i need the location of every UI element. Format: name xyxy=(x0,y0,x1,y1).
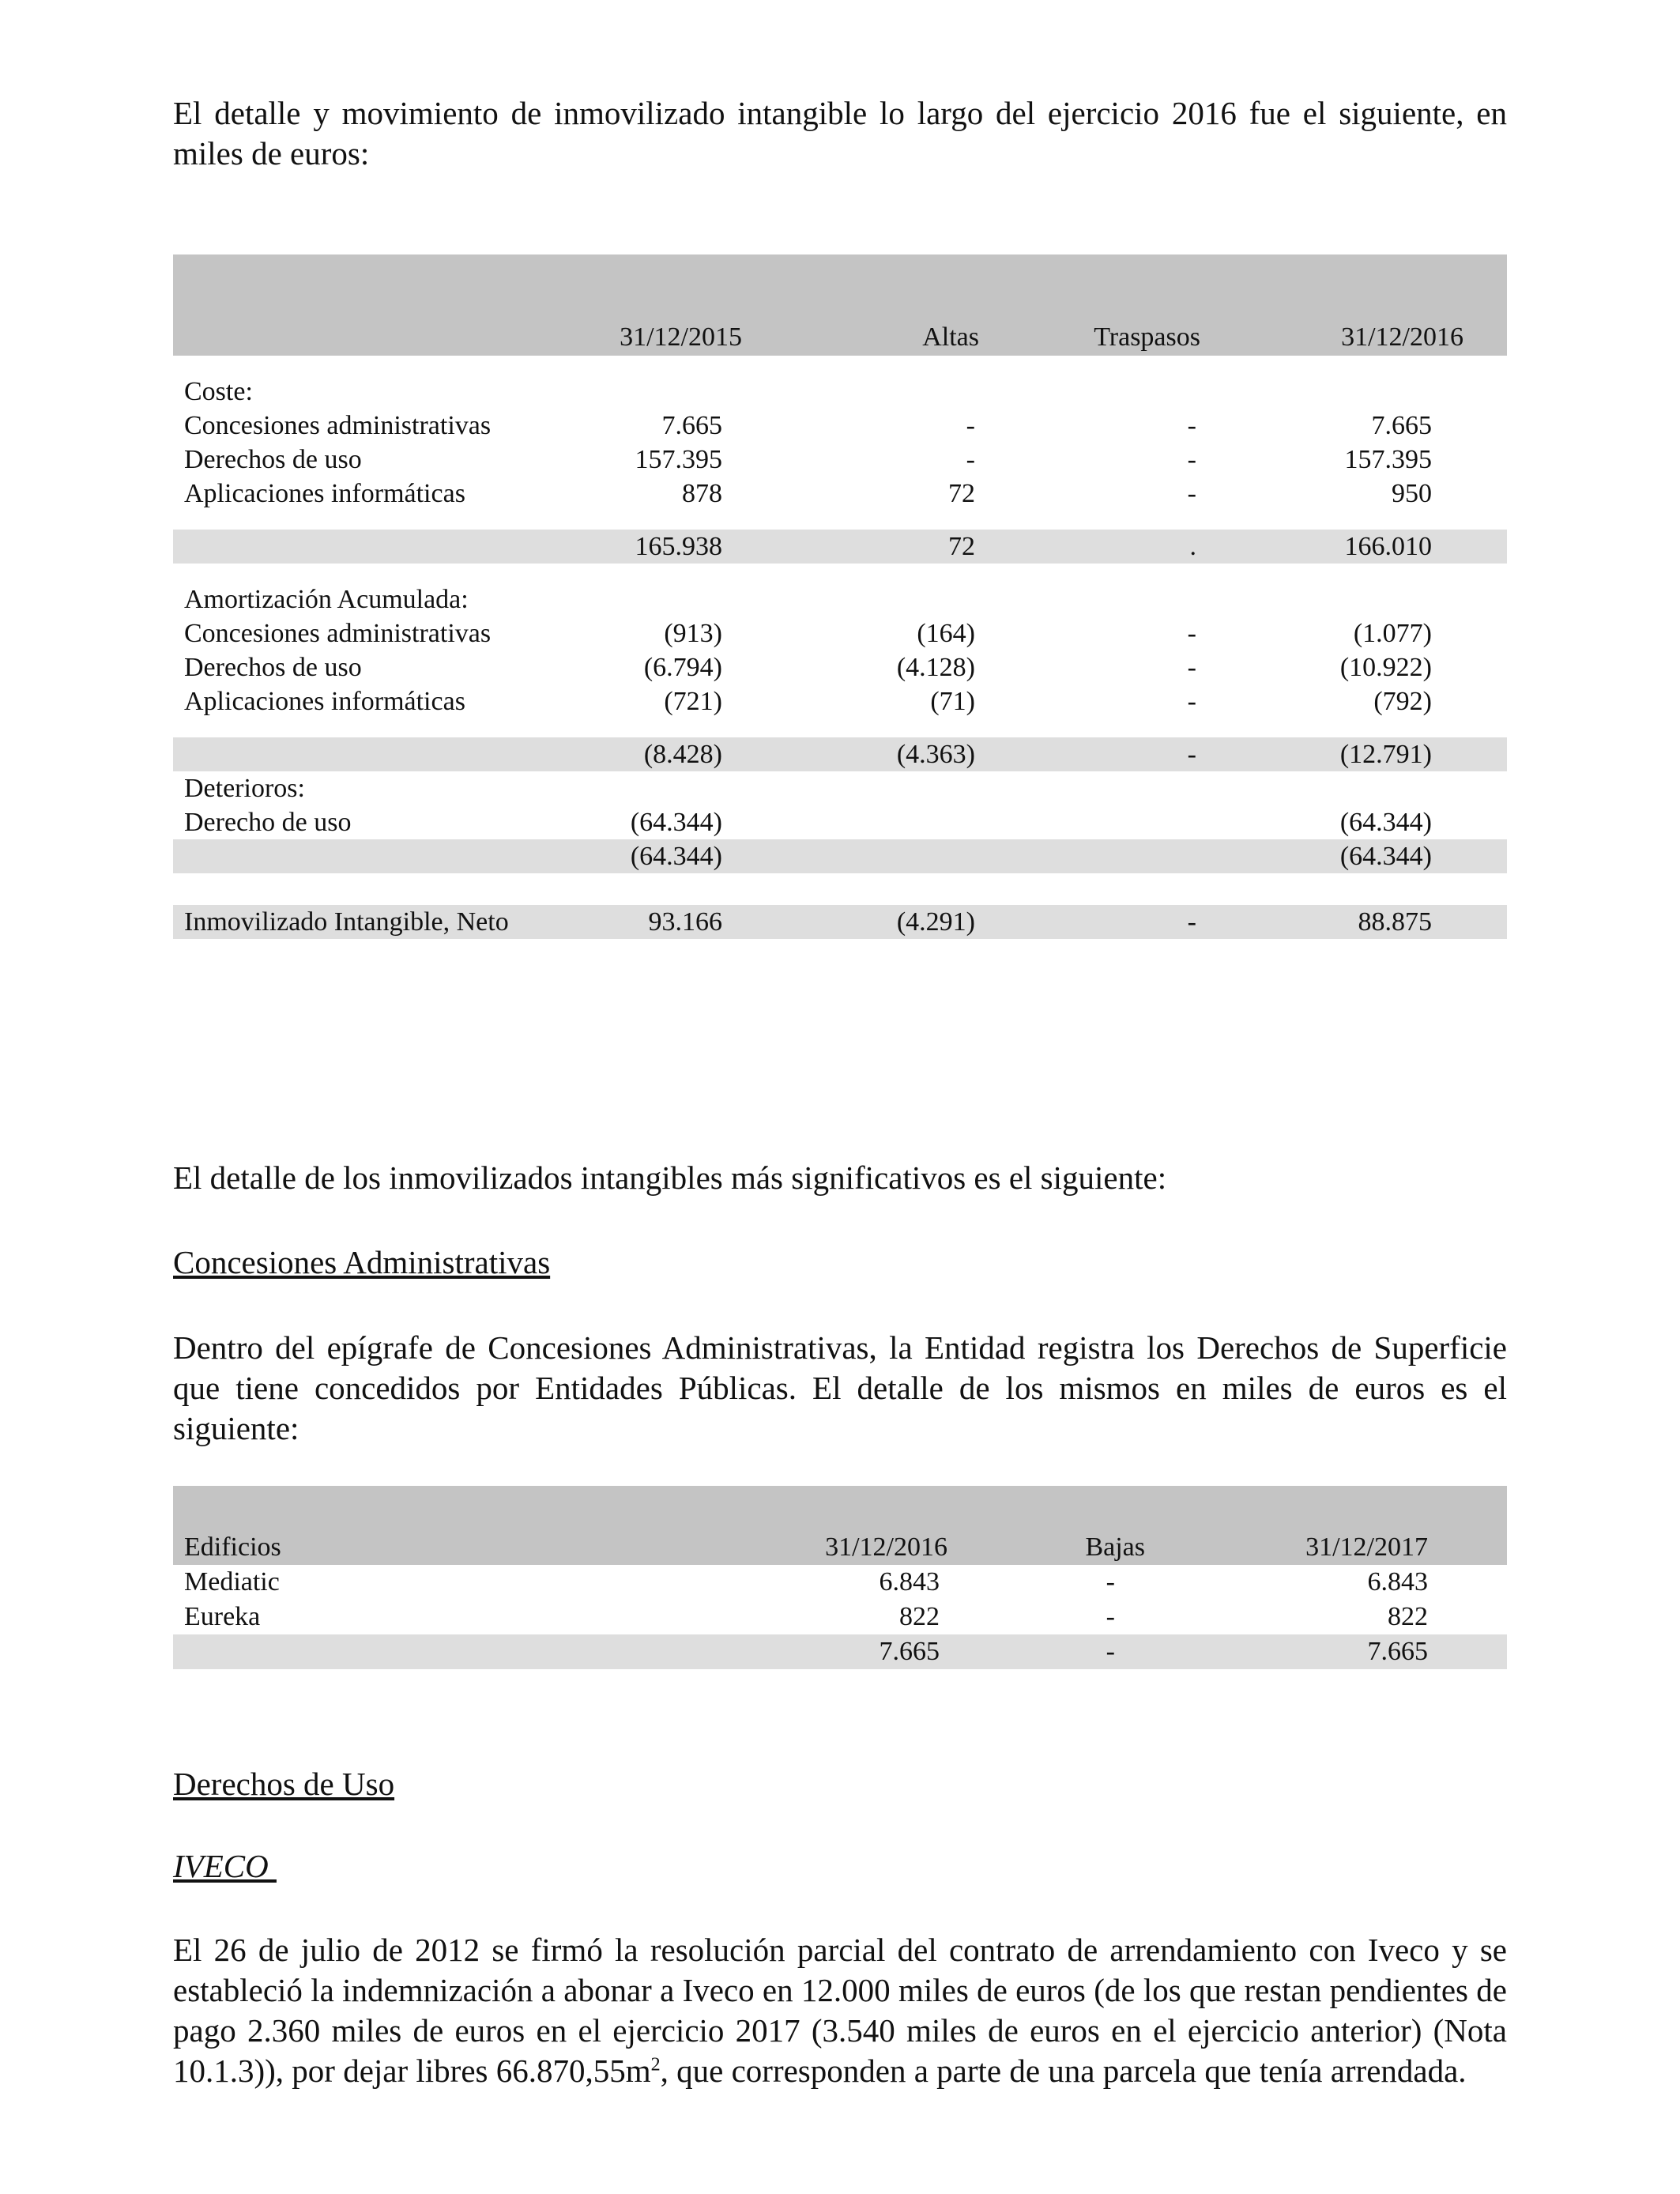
cell: 822 xyxy=(1388,1602,1428,1631)
cell: (721) xyxy=(664,687,722,716)
iveco-paragraph xyxy=(173,1930,1507,2091)
cell xyxy=(1011,805,1236,839)
intangible-movement-table xyxy=(173,254,1507,939)
header-cell: 31/12/2016 xyxy=(1236,254,1507,356)
cell: - xyxy=(1011,737,1236,771)
header-cell: 31/12/2015 xyxy=(548,254,789,356)
table-row xyxy=(173,650,1507,684)
row-label: Aplicaciones informáticas xyxy=(184,687,465,716)
iveco-text-part2: , que corresponden a parte de una parcela que tenía arrendada. xyxy=(660,2053,1467,2089)
cell: 7.665 xyxy=(1256,1634,1507,1669)
heading-derechos: Derechos de Uso xyxy=(173,1766,395,1802)
net-total-row xyxy=(173,905,1507,939)
table-header-row xyxy=(173,1486,1507,1565)
cell: 878 xyxy=(682,479,722,508)
cell: 88.875 xyxy=(1236,905,1507,939)
cell: (4.291) xyxy=(789,905,1011,939)
cell xyxy=(173,530,548,564)
header-cell: Edificios xyxy=(173,1486,584,1565)
cell: (4.128) xyxy=(896,653,975,682)
row-label: Derechos de uso xyxy=(184,445,362,474)
iveco-text-part1: El 26 de julio de 2012 se firmó la resolución parcial del contrato de arrendamiento con Iveco y se estableció la indemnización a abonar a Iveco en 12.000 miles de euros (de los que restan pendientes de pago 2.360 miles de euros en el ejercicio 2017 (3.540 miles de euros en el ejercicio anterior) (Nota 10.1.3)), por dejar libres 66.870,55m xyxy=(173,1932,1507,2089)
cell: (64.344) xyxy=(1236,839,1507,873)
cell xyxy=(173,839,548,873)
cell xyxy=(173,737,548,771)
cell: 7.665 xyxy=(1371,411,1432,440)
section-label-row xyxy=(173,582,1507,616)
cell: - xyxy=(1019,1634,1256,1669)
cell: - xyxy=(1187,479,1196,508)
cell: 822 xyxy=(899,1602,940,1631)
cell xyxy=(1011,839,1236,873)
table-row xyxy=(173,1565,1507,1600)
row-label: Mediatic xyxy=(184,1567,280,1596)
cell: - xyxy=(966,445,975,474)
heading-iveco: IVECO xyxy=(173,1848,277,1884)
subtotal-row xyxy=(173,737,1507,771)
cell xyxy=(173,1634,584,1669)
header-cell xyxy=(173,254,548,356)
cell: - xyxy=(1187,653,1196,682)
cell: (913) xyxy=(664,619,722,648)
cell: 72 xyxy=(789,530,1011,564)
cell: (10.922) xyxy=(1339,653,1432,682)
concesiones-detail-table xyxy=(173,1486,1507,1669)
cell: - xyxy=(966,411,975,440)
row-label: Inmovilizado Intangible, Neto xyxy=(173,905,548,939)
row-label: Derecho de uso xyxy=(184,808,352,837)
cell: (64.344) xyxy=(630,808,722,837)
cell: - xyxy=(1187,445,1196,474)
cell: 6.843 xyxy=(879,1567,940,1596)
cell: 157.395 xyxy=(1344,445,1432,474)
cell: 166.010 xyxy=(1236,530,1507,564)
cell: 165.938 xyxy=(548,530,789,564)
cell: 6.843 xyxy=(1367,1567,1428,1596)
table-row xyxy=(173,1600,1507,1634)
concesiones-paragraph: Dentro del epígrafe de Concesiones Administrativas, la Entidad registra los Derechos de Superficie que tiene concedidos por Entidades Públicas. El detalle de los mismos en miles de euros es el siguiente: xyxy=(173,1329,1507,1446)
heading-concesiones: Concesiones Administrativas xyxy=(173,1244,551,1280)
row-label: Concesiones administrativas xyxy=(184,619,492,648)
cell: . xyxy=(1011,530,1236,564)
header-cell: Altas xyxy=(789,254,1011,356)
row-label: Derechos de uso xyxy=(184,653,362,682)
cell: - xyxy=(1187,687,1196,716)
header-cell: Bajas xyxy=(1019,1486,1256,1565)
header-cell: Traspasos xyxy=(1011,254,1236,356)
row-label: Concesiones administrativas xyxy=(184,411,492,440)
cell: (1.077) xyxy=(1353,619,1432,648)
cell: - xyxy=(1187,411,1196,440)
cell xyxy=(789,805,1011,839)
cell: 93.166 xyxy=(548,905,789,939)
cell: (792) xyxy=(1373,687,1432,716)
cell: (71) xyxy=(930,687,975,716)
cell: (6.794) xyxy=(643,653,722,682)
header-cell: 31/12/2017 xyxy=(1256,1486,1507,1565)
cell: 7.665 xyxy=(584,1634,1019,1669)
iveco-superscript: 2 xyxy=(650,2054,661,2075)
subtotal-row xyxy=(173,530,1507,564)
cell: (64.344) xyxy=(548,839,789,873)
cell: 7.665 xyxy=(661,411,722,440)
table-row xyxy=(173,409,1507,443)
cell: (64.344) xyxy=(1339,808,1432,837)
cell: 72 xyxy=(948,479,975,508)
row-label: Eureka xyxy=(184,1602,261,1631)
table-row xyxy=(173,443,1507,477)
section-label: Amortización Acumulada: xyxy=(184,585,469,614)
cell xyxy=(789,839,1011,873)
cell: 950 xyxy=(1392,479,1432,508)
header-cell: 31/12/2016 xyxy=(584,1486,1019,1565)
table-row xyxy=(173,805,1507,839)
section-label-row xyxy=(173,375,1507,409)
table-header-row xyxy=(173,254,1507,356)
detail-intro: El detalle de los inmovilizados intangibles más significativos es el siguiente: xyxy=(173,1159,1167,1196)
cell: (8.428) xyxy=(548,737,789,771)
section-label: Deterioros: xyxy=(184,774,305,803)
table-row xyxy=(173,616,1507,650)
cell: - xyxy=(1187,619,1196,648)
cell: (12.791) xyxy=(1236,737,1507,771)
row-label: Aplicaciones informáticas xyxy=(184,479,465,508)
cell: - xyxy=(1106,1602,1115,1631)
cell: 157.395 xyxy=(635,445,722,474)
subtotal-row xyxy=(173,1634,1507,1669)
table-row xyxy=(173,477,1507,511)
section-label-row xyxy=(173,771,1507,805)
cell: - xyxy=(1011,905,1236,939)
subtotal-row xyxy=(173,839,1507,873)
section-label: Coste: xyxy=(184,377,253,406)
cell: (164) xyxy=(917,619,975,648)
cell: - xyxy=(1106,1567,1115,1596)
cell: (4.363) xyxy=(789,737,1011,771)
intro-paragraph: El detalle y movimiento de inmovilizado intangible lo largo del ejercicio 2016 fue el siguiente, en miles de euros: xyxy=(173,95,1507,172)
table-row xyxy=(173,684,1507,718)
